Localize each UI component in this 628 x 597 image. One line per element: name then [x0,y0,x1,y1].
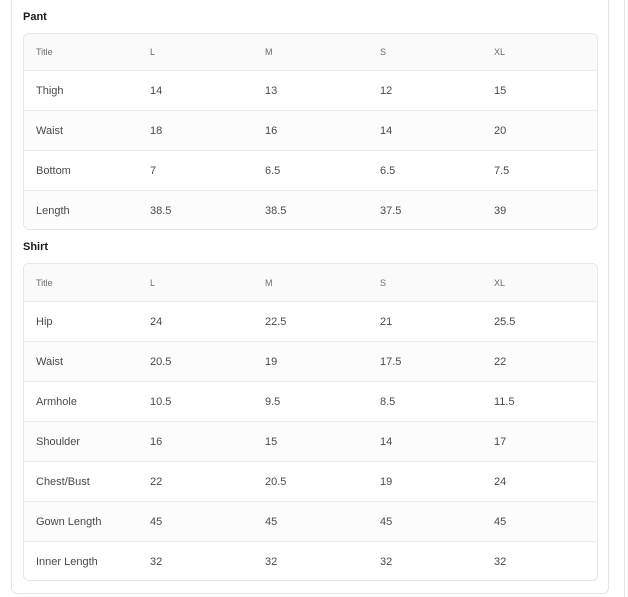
measure-label: Chest/Bust [36,475,90,488]
table-row [24,190,597,230]
size-value: 19 [265,355,278,368]
size-value: 11.5 [494,395,515,408]
table-row [24,341,597,381]
table-row [24,541,597,581]
size-value: 16 [265,124,278,137]
pant-size-table [23,33,598,230]
table-row [24,70,597,110]
size-value: 38.5 [150,204,172,217]
size-value: 15 [494,84,507,97]
column-header-l: L [150,47,156,57]
size-value: 14 [380,435,393,448]
measure-label: Armhole [36,395,77,408]
shirt-size-table [23,263,598,581]
size-value: 15 [265,435,278,448]
column-header-s: S [380,277,387,288]
size-value: 7 [150,164,157,177]
size-value: 20 [494,124,507,137]
column-header-xl: XL [494,47,506,57]
size-value: 6.5 [265,164,281,177]
size-value: 10.5 [150,395,172,408]
section-title-shirt: Shirt [23,241,49,253]
measure-label: Thigh [36,84,64,97]
table-row [24,421,597,461]
size-value: 7.5 [494,164,510,177]
size-value: 6.5 [380,164,396,177]
size-value: 32 [380,555,393,568]
size-value: 32 [265,555,278,568]
size-value: 37.5 [380,204,402,217]
size-value: 45 [380,515,393,528]
column-header-m: M [265,47,273,57]
size-value: 21 [380,315,393,328]
size-value: 22.5 [265,315,287,328]
table-row [24,461,597,501]
size-value: 38.5 [265,204,287,217]
measure-label: Shoulder [36,435,81,448]
table-header-row [24,264,597,301]
size-value: 24 [494,475,507,488]
column-header-xl: XL [494,277,506,288]
size-value: 14 [150,84,163,97]
size-value: 18 [150,124,163,137]
table-row [24,381,597,421]
measure-label: Inner Length [36,555,98,568]
size-value: 9.5 [265,395,281,408]
size-value: 45 [494,515,507,528]
size-value: 39 [494,204,507,217]
size-value: 32 [150,555,163,568]
measure-label: Length [36,204,70,217]
size-value: 8.5 [380,395,396,408]
table-row [24,501,597,541]
table-header-row [24,34,597,70]
table-row [24,301,597,341]
size-value: 12 [380,84,393,97]
size-value: 19 [380,475,393,488]
measure-label: Waist [36,355,64,368]
size-value: 20.5 [150,355,172,368]
size-value: 45 [150,515,163,528]
measure-label: Hip [36,315,53,328]
column-header-s: S [380,47,387,57]
size-value: 22 [494,355,507,368]
measure-label: Bottom [36,164,71,177]
table-row [24,110,597,150]
column-header-title: Title [36,277,53,288]
size-value: 16 [150,435,163,448]
size-value: 22 [150,475,163,488]
column-header-title: Title [36,47,53,57]
measure-label: Waist [36,124,64,137]
size-value: 25.5 [494,315,516,328]
size-value: 14 [380,124,393,137]
section-title-pant: Pant [23,11,47,23]
column-header-l: L [150,277,156,288]
column-header-m: M [265,277,273,288]
size-value: 20.5 [265,475,287,488]
measure-label: Gown Length [36,515,102,528]
scrollbar-track [624,0,625,597]
table-row [24,150,597,190]
size-value: 17 [494,435,507,448]
size-value: 45 [265,515,278,528]
size-value: 13 [265,84,278,97]
size-value: 32 [494,555,507,568]
size-value: 17.5 [380,355,402,368]
size-value: 24 [150,315,163,328]
